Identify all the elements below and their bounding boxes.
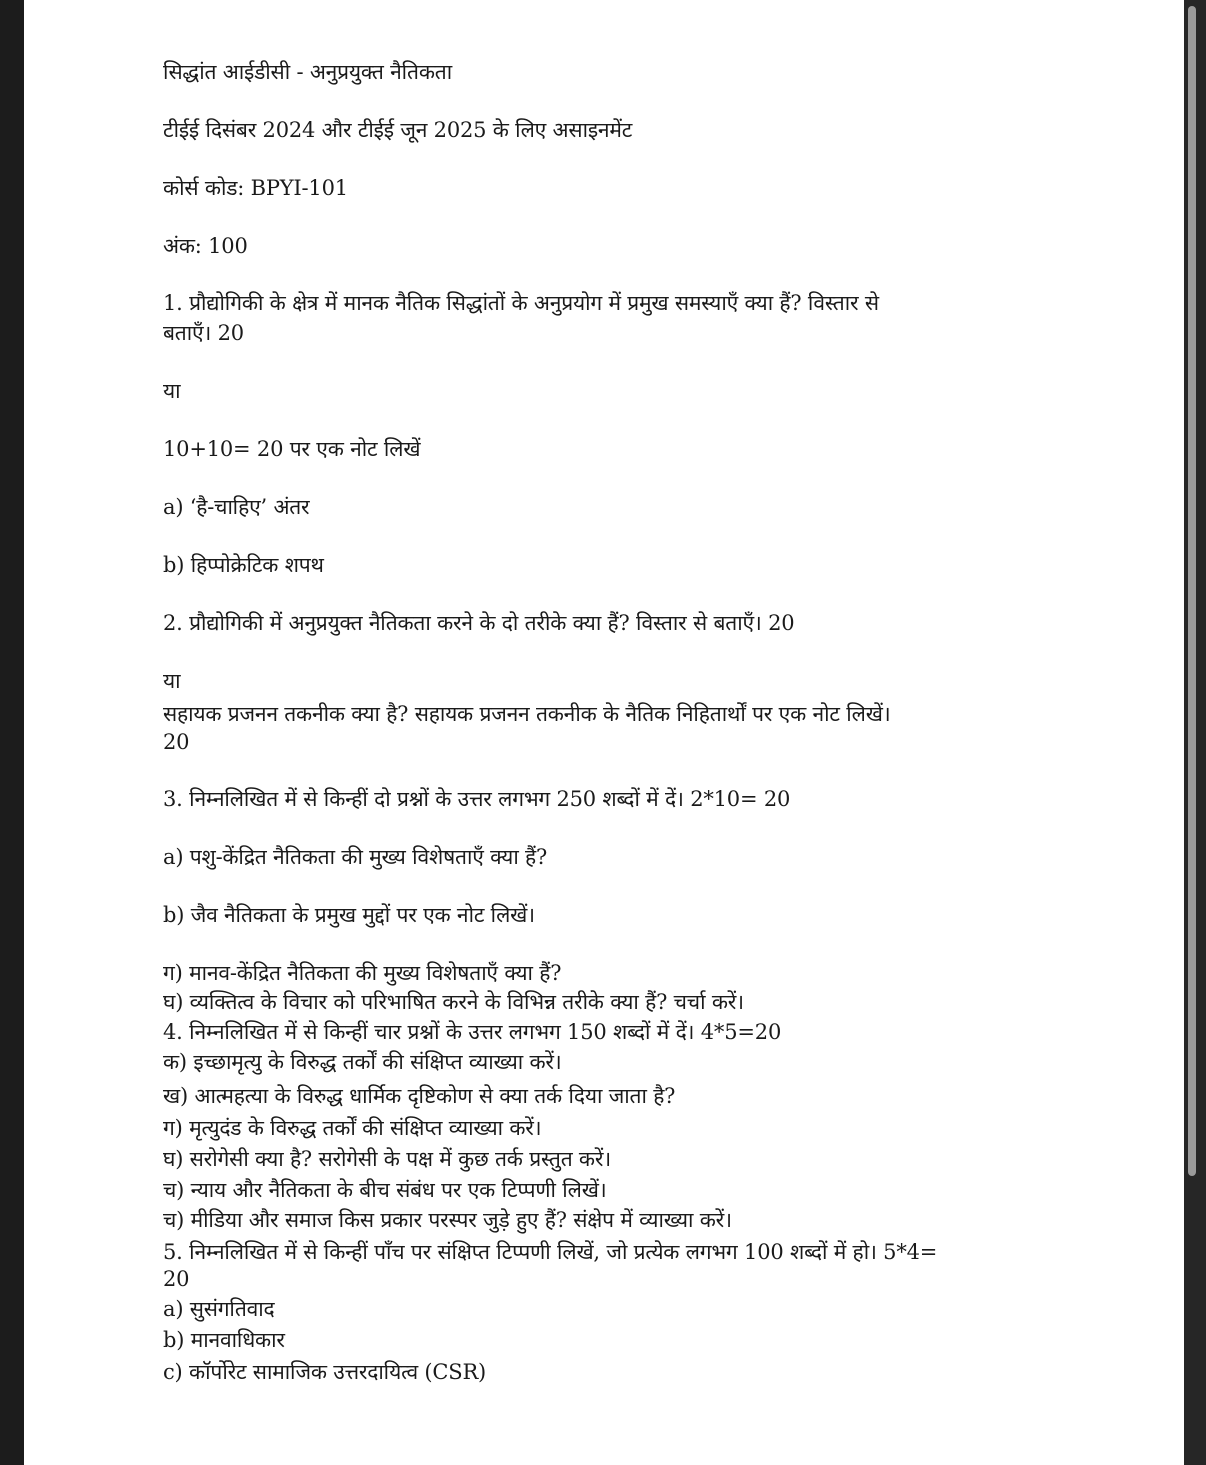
question-1-option-b: b) हिप्पोक्रेटिक शपथ [163, 553, 324, 577]
question-3-option-d: घ) व्यक्तित्व के विचार को परिभाषित करने के विभिन्न तरीके क्या हैं? चर्चा करें। [163, 990, 744, 1014]
question-5-option-b: b) मानवाधिकार [163, 1328, 285, 1352]
question-1-alternative: 10+10= 20 पर एक नोट लिखें [163, 437, 421, 461]
document-title: सिद्धांत आईडीसी - अनुप्रयुक्त नैतिकता [163, 60, 452, 84]
total-marks: अंक: 100 [163, 234, 248, 258]
question-2-alternative-line-1: सहायक प्रजनन तकनीक क्या है? सहायक प्रजनन तकनीक के नैतिक निहितार्थों पर एक नोट लिखें। [163, 702, 891, 726]
question-3-option-a: a) पशु-केंद्रित नैतिकता की मुख्य विशेषताएँ क्या हैं? [163, 845, 548, 869]
question-4-option-c: ग) मृत्युदंड के विरुद्ध तर्कों की संक्षिप्त व्याख्या करें। [163, 1116, 542, 1140]
or-separator-2: या [163, 669, 181, 693]
question-4: 4. निम्नलिखित में से किन्हीं चार प्रश्नों के उत्तर लगभग 150 शब्दों में दें। 4*5=20 [163, 1020, 782, 1044]
question-1-line-2: बताएँ। 20 [163, 321, 244, 345]
question-4-option-a: क) इच्छामृत्यु के विरुद्ध तर्कों की संक्षिप्त व्याख्या करें। [163, 1050, 562, 1074]
question-3: 3. निम्नलिखित में से किन्हीं दो प्रश्नों के उत्तर लगभग 250 शब्दों में दें। 2*10= 20 [163, 787, 791, 811]
question-5-option-c: c) कॉर्पोरेट सामाजिक उत्तरदायित्व (CSR) [163, 1360, 487, 1384]
question-5-option-a: a) सुसंगतिवाद [163, 1297, 275, 1321]
question-4-option-f: च) मीडिया और समाज किस प्रकार परस्पर जुड़े हुए हैं? संक्षेप में व्याख्या करें। [163, 1208, 732, 1232]
or-separator-1: या [163, 379, 181, 403]
question-3-option-c: ग) मानव-केंद्रित नैतिकता की मुख्य विशेषताएँ क्या हैं? [163, 961, 562, 985]
question-4-option-e: च) न्याय और नैतिकता के बीच संबंध पर एक टिप्पणी लिखें। [163, 1178, 607, 1202]
document-subtitle: टीईई दिसंबर 2024 और टीईई जून 2025 के लिए असाइनमेंट [163, 118, 633, 142]
course-code: कोर्स कोड: BPYI-101 [163, 176, 348, 200]
question-1-line-1: 1. प्रौद्योगिकी के क्षेत्र में मानक नैतिक सिद्धांतों के अनुप्रयोग में प्रमुख समस्याएँ क्या हैं? विस्तार से [163, 291, 879, 315]
question-5-line-1: 5. निम्नलिखित में से किन्हीं पाँच पर संक्षिप्त टिप्पणी लिखें, जो प्रत्येक लगभग 100 शब्दों में हो। 5*4= [163, 1240, 938, 1264]
scrollbar-thumb[interactable] [1188, 6, 1196, 1176]
question-4-option-d: घ) सरोगेसी क्या है? सरोगेसी के पक्ष में कुछ तर्क प्रस्तुत करें। [163, 1147, 612, 1171]
question-3-option-b: b) जैव नैतिकता के प्रमुख मुद्दों पर एक नोट लिखें। [163, 903, 535, 927]
question-2: 2. प्रौद्योगिकी में अनुप्रयुक्त नैतिकता करने के दो तरीके क्या हैं? विस्तार से बताएँ। 20 [163, 611, 795, 635]
question-2-alternative-line-2: 20 [163, 730, 190, 754]
question-5-line-2: 20 [163, 1267, 190, 1291]
question-4-option-b: ख) आत्महत्या के विरुद्ध धार्मिक दृष्टिकोण से क्या तर्क दिया जाता है? [163, 1084, 676, 1108]
question-1-option-a: a) ‘है-चाहिए’ अंतर [163, 495, 310, 519]
